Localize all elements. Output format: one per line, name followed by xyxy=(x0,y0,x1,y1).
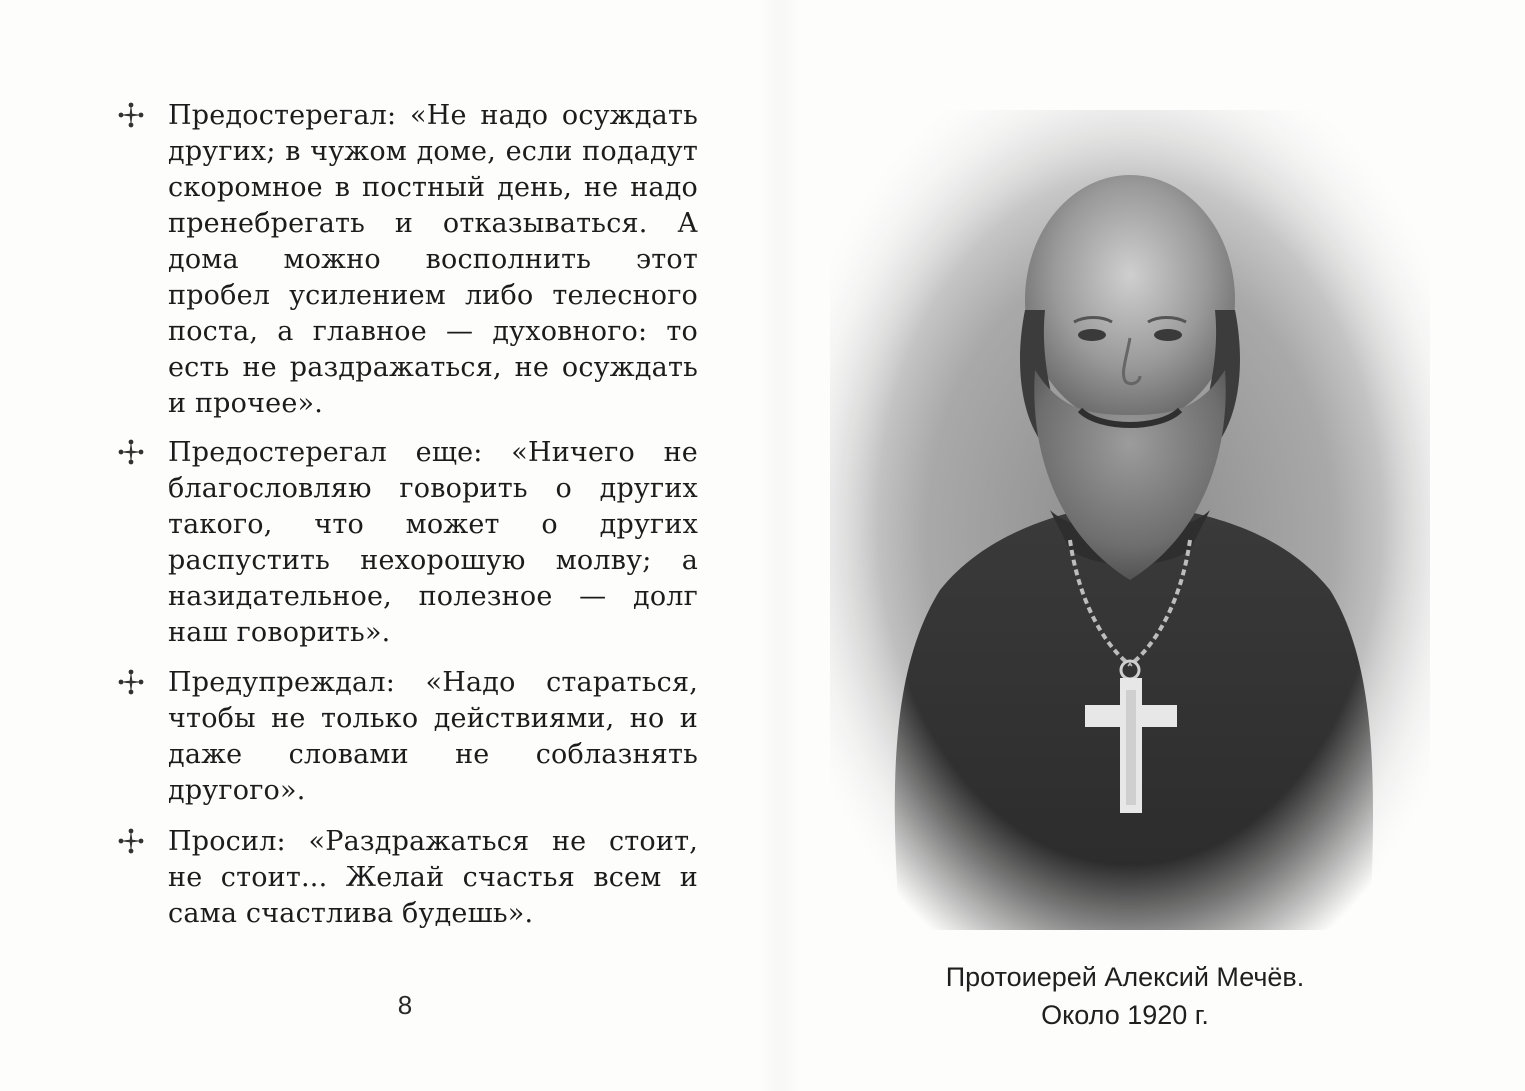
quote-item xyxy=(118,98,698,422)
quote-item xyxy=(118,665,698,809)
ornamental-cross-icon xyxy=(118,669,144,695)
photo-caption xyxy=(900,958,1350,1034)
quote-text: Просил: «Раздражаться не стоит, не стоит... Желай счастья всем и сама счастлива будешь». xyxy=(168,826,698,929)
ornamental-cross-icon xyxy=(118,439,144,465)
ornamental-cross-icon xyxy=(118,828,144,854)
quote-item xyxy=(118,435,698,651)
quote-item xyxy=(118,824,698,932)
caption-line-2: Около 1920 г. xyxy=(1041,1000,1209,1030)
portrait-photo xyxy=(830,110,1430,930)
quote-text: Предостерегал еще: «Ничего не благословляю говорить о других такого, что может о других распустить нехорошую молву; а назидательное, полезное — долг наш говорить». xyxy=(168,437,698,648)
quote-text: Предостерегал: «Не надо осуждать других; в чужом доме, если подадут скоромное в постный день, не надо пренебрегать и отказываться. А дома можно восполнить этот пробел усилением либо телесного поста, а главное — духовного: то есть не раздражаться, не осуждать и прочее». xyxy=(168,100,698,419)
quote-text: Предупреждал: «Надо стараться, чтобы не только действиями, но и даже словами не соблазнять другого». xyxy=(168,667,698,806)
caption-line-1: Протоиерей Алексий Мечёв. xyxy=(945,962,1305,992)
page-number: 8 xyxy=(397,990,413,1020)
ornamental-cross-icon xyxy=(118,102,144,128)
